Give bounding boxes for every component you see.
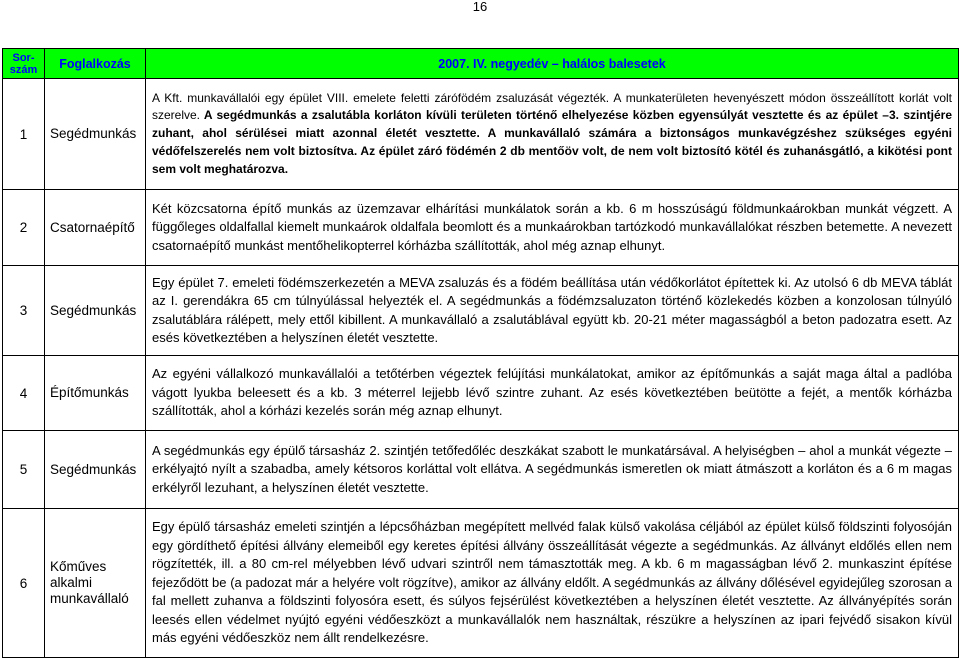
row-occupation: Segédmunkás [45, 431, 146, 509]
table-row [3, 190, 959, 266]
row-number: 5 [3, 431, 45, 509]
description-normal: A Kft. munkavállalói egy épület VIII. emelete feletti zárófödém zsaluzását végezték. A munkaterületen hevenyészett módon összeállított korlát volt szerelve. [152, 90, 952, 123]
occupation-line: munkavállaló [50, 591, 129, 606]
row-description: Egy épülő társasház emeleti szintjén a lépcsőházban megépített mellvéd falak külső vakolása céljából az épület külső földszinti folyosóján egy gördíthető építési állvány elemeiből egy keretes építési állvány összeállítását végezte a segédmunkás. Az állványt eldőlés ellen nem rögzítették, ill. a 80 cm-rel mélyebben lévő udvari szintről nem támasztották meg. A kb. 6 m magasságban lévő 2. munkaszint építése fejeződött be (a padozat már a helyére volt rögzítve), amikor az állvány eldőlt. A segédmunkás az állvány dőlésével egyidejűleg szorosan a fal mellett zuhanva a földszinti folyosóra esett, és súlyos fejsérülést következtében a helyszínen életét vesztette. Az állványépítés során leesés ellen védelmet nyújtó egyéni védőeszközt a munkavállalók nem használtak, részükre a helyszínen az ipari fejvédő sisakon kívül más egyéni védőeszköz nem állt rendelkezésre. [146, 509, 959, 658]
table-header-row [3, 49, 959, 79]
row-description: Az egyéni vállalkozó munkavállalói a tetőtérben végeztek felújítási munkálatokat, amikor az építőmunkás a saját maga által a padlóba vágott lyukba beleesett és a kb. 3 méterrel lejjebb lévő szintre zuhant. Az esés következtében beütötte a fejét, a mentők kórházba szállították, ahol a kórházi kezelés során még aznap elhunyt. [146, 356, 959, 431]
row-number: 2 [3, 190, 45, 266]
table-row [3, 509, 959, 658]
table-row [3, 266, 959, 356]
header-foglalkozas: Foglalkozás [45, 49, 146, 79]
row-description: Két közcsatorna építő munkás az üzemzavar elhárítási munkálatok során a kb. 6 m hosszúságú földmunkaárokban munkát végzett. A függőleges oldalfallal kiemelt munkaárok oldalfala beomlott és a munkaárokban tartózkodó munkavállalókat részben betemette. A nevezett csatornaépítő munkást mentőhelikopterrel kórházba szállították, ahol még aznap elhunyt. [146, 190, 959, 266]
description-bold: A segédmunkás a zsalutábla korláton kívüli területen történő elhelyezése közben egyensúlyát vesztette és az épület –3. szintjére zuhant, ahol sérülései miatt azonnal életét vesztette. A munkavállaló számára a biztonságos munkavégzéshez szükséges egyéni védőfelszerelés nem volt biztosítva. Az épület záró födémén 2 db mentőöv volt, de nem volt biztosító kötél és zuhanásgátló, a kikötési pont sem volt meghatározva. [152, 108, 952, 176]
fatal-accidents-table [2, 48, 959, 658]
row-number: 6 [3, 509, 45, 658]
row-occupation [45, 509, 146, 658]
row-occupation: Csatornaépítő [45, 190, 146, 266]
occupation-line: Kőműves [50, 559, 107, 574]
table-row [3, 431, 959, 509]
row-number: 3 [3, 266, 45, 356]
row-description: Egy épület 7. emeleti födémszerkezetén a MEVA zsaluzás és a födém beállítása után védőkorlátot építettek ki. Az utolsó 6 db MEVA táblát az I. gerendákra 65 cm túlnyúlással helyezték el. A segédmunkás a födémzsaluzaton történő közlekedés közben a konzolosan túlnyúló zsalutáblára rálépett, mely ettől kibillent. A munkavállaló a zsalutáblával együtt kb. 20-21 méter magasságból a beton padozatra esett. Az esés következtében a helyszínen életét vesztette. [146, 266, 959, 356]
row-occupation: Segédmunkás [45, 266, 146, 356]
row-description: A segédmunkás egy épülő társasház 2. szintjén tetőfedőléc deszkákat szabott le munkatársával. A helyiségben – ahol a munkát végezte – erkélyajtó nyílt a szabadba, amely kétsoros korláttal volt ellátva. A segédmunkás ismeretlen ok miatt átmászott a korláton és a 6 m magas erkélyről lezuhant, a helyszínen életét vesztette. [146, 431, 959, 509]
row-number: 1 [3, 79, 45, 190]
table-row [3, 356, 959, 431]
header-sorszam-line1: Sor- [12, 51, 35, 64]
row-occupation: Építőmunkás [45, 356, 146, 431]
header-sorszam [3, 49, 45, 79]
page-number: 16 [472, 0, 488, 14]
header-quarter-title: 2007. IV. negyedév – halálos balesetek [146, 49, 959, 79]
row-number: 4 [3, 356, 45, 431]
header-sorszam-line2: szám [9, 63, 38, 76]
table-row [3, 79, 959, 190]
occupation-line: alkalmi [50, 575, 93, 590]
row-description [146, 79, 959, 190]
row-occupation: Segédmunkás [45, 79, 146, 190]
